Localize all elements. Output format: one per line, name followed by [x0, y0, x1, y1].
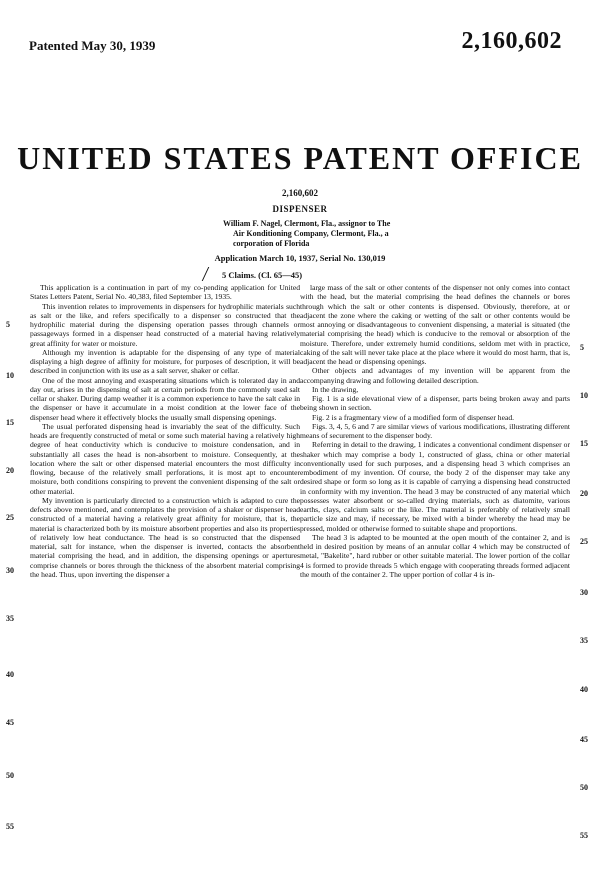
- line-number-right: 40: [580, 685, 588, 694]
- front-patent-number: 2,160,602: [282, 188, 318, 198]
- paragraph: This invention relates to improvements in dispensers for hydrophilic materials such as salt or the like, and refers specifically to a dispenser so constructed that the hydrophilic material during the dispensing operation passes through channels or passageways formed in a dispenser head constructed of a material having relatively great affinity for water or moisture.: [30, 301, 300, 348]
- line-number-left: 10: [6, 371, 14, 380]
- paragraph: This application is a continuation in part of my co-pending application for United States Letters Patent, Serial No. 40,383, filed September 13, 1935.: [30, 283, 300, 302]
- line-number-right: 10: [580, 391, 588, 400]
- line-number-right: 5: [580, 343, 584, 352]
- paragraph: In the drawing,: [312, 384, 359, 394]
- line-number-left: 45: [6, 718, 14, 727]
- line-number-right: 55: [580, 831, 588, 840]
- paragraph: Referring in detail to the drawing, 1 indicates a conventional condiment dispenser or shaker which may comprise a body 1, constructed of glass, china or other material conventionally used for such purposes, and a dispensing head 3 which comprises an embodiment of my invention. Of course, the body 2 of the dispenser may take any desired shape or form so long as it is capable of carrying a dispensing head constructed in conformity with my invention. The head 3 may be constructed of any material which possesses water absorbent or so-called drying materials, such as diatomite, various earths, clays, calcium salts or the like. The material is preferably of relatively small particle size and may, if necessary, be mixed with a binder whereby the head may be pressed, molded or otherwise formed to suitable shape and proportions.: [300, 440, 570, 533]
- line-number-left: 55: [6, 822, 14, 831]
- right-column: [300, 283, 570, 863]
- slash-mark: [202, 267, 218, 281]
- paragraph: Although my invention is adaptable for the dispensing of any type of material displaying a high degree of affinity for moisture, for purposes of description, it will be described in conjunction with its use as a salt server, shaker or cellar.: [30, 347, 300, 376]
- inventor-line: William F. Nagel, Clermont, Fla., assignor to The: [223, 219, 391, 228]
- line-number-right: 30: [580, 588, 588, 597]
- claims-line: [205, 267, 302, 281]
- line-number-right: 35: [580, 636, 588, 645]
- line-number-right: 15: [580, 439, 588, 448]
- line-number-left: 35: [6, 614, 14, 623]
- office-title: UNITED STATES PATENT OFFICE: [17, 140, 583, 176]
- line-number-left: 40: [6, 670, 14, 679]
- application-line: Application March 10, 1937, Serial No. 130,019: [214, 253, 386, 263]
- inventor-line: corporation of Florida: [233, 239, 310, 248]
- paragraph: One of the most annoying and exasperating situations which is tolerated day in and day out, arises in the dispensing of salt at certain periods from the commonly used salt cellar or shaker. During damp weather it is a common experience to have the salt cake in the dispenser or have it accumulate in a moist condition at the lower face of the dispenser head where it effectively blocks the usually small dispensing openings.: [30, 375, 300, 422]
- paragraph: Other objects and advantages of my invention will be apparent from the accompanying drawing and following detailed description.: [300, 366, 570, 385]
- line-number-left: 25: [6, 513, 14, 522]
- paragraph: The usual perforated dispensing head is invariably the seat of the difficulty. Such heads are frequently constructed of metal or some such material having a relatively high degree of heat conductivity which is conducive to moisture condensation, and in substantially all cases the head is non-absorbent to moisture. Consequently, at the location where the salt or other dispensed material encounters the most difficulty in flowing, because of the relatively small perforations, it is most apt to encounter moisture, both conditions conspiring to prevent the convenient dispensing of the salt or other material.: [30, 421, 300, 496]
- line-number-right: 20: [580, 489, 588, 498]
- line-number-right: 25: [580, 537, 588, 546]
- paragraph: Fig. 1 is a side elevational view of a dispenser, parts being broken away and parts being shown in section.: [300, 394, 570, 413]
- invention-title: DISPENSER: [272, 204, 328, 214]
- line-number-left: 20: [6, 466, 14, 475]
- line-number-left: 50: [6, 771, 14, 780]
- paragraph: Fig. 2 is a fragmentary view of a modified form of dispenser head.: [312, 412, 515, 422]
- line-number-left: 5: [6, 320, 10, 329]
- claims-text: 5 Claims. (Cl. 65—45): [222, 270, 303, 280]
- line-number-right: 45: [580, 735, 588, 744]
- paragraph: My invention is particularly directed to a construction which is adapted to cure the defects above mentioned, and contemplates the provision of a shaker or dispenser head constructed of a material having a relatively great affinity for moisture, that is, the material is characterized both by its moisture absorbent properties and also its properties of relatively low heat conductance. The head is so constructed that the dispensed material, salt for instance, when the dispenser is inverted, contacts the absorbent material comprising the head, and in addition, the dispensing openings or apertures comprise channels or bores through the thickness of the absorbent material comprising the head. Thus, upon inverting the dispenser a: [30, 495, 300, 579]
- paragraph: Figs. 3, 4, 5, 6 and 7 are similar views of various modifications, illustrating different means of securement to the dispenser body.: [300, 421, 570, 440]
- line-number-left: 15: [6, 418, 14, 427]
- patent-number: 2,160,602: [461, 28, 562, 54]
- paragraph: large mass of the salt or other contents of the dispenser not only comes into contact with the head, but the material comprising the head defines the channels or bores through which the salt or other contents is dispensed. Obviously, therefore, at or adjacent the zone where the caking or wetting of the salt or other contents would be most annoying or disadvantageous to convenient dispensing, a material is situated (the material comprising the head) which is conducive to the removal or absorption of the moisture. Therefore, under extremely humid conditions, seldom met with in practice, caking of the salt will never take place at the place where it would do most harm, that is, adjacent the head or dispensing openings.: [300, 283, 570, 366]
- line-number-right: 50: [580, 783, 588, 792]
- line-number-left: 30: [6, 566, 14, 575]
- inventor-line: Air Konditioning Company, Clermont, Fla., a: [233, 229, 389, 238]
- patented-date: Patented May 30, 1939: [29, 38, 156, 53]
- left-column: [30, 283, 300, 863]
- paragraph: The head 3 is adapted to be mounted at the open mouth of the container 2, and is held in desired position by means of an annular collar 4 which may be constructed of metal, "Bakelite", hard rubber or other suitable material. The lower portion of the collar 4 is formed to provide threads 5 which engage with cooperating threads formed adjacent the mouth of the container 2. The upper portion of collar 4 is in-: [300, 532, 570, 579]
- inventor-block: [223, 219, 403, 249]
